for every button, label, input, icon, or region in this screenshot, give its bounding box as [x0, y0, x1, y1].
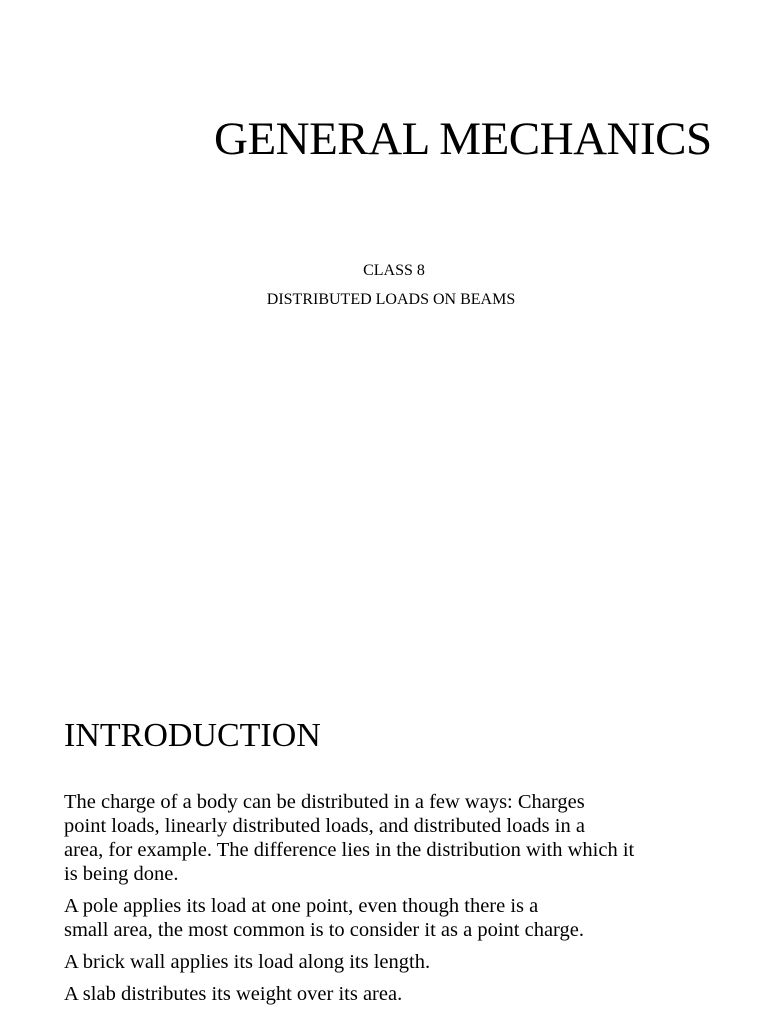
- intro-paragraph-1-line: point loads, linearly distributed loads, and distributed loads in a: [64, 815, 585, 837]
- intro-paragraph-3: [64, 950, 430, 974]
- section-heading-introduction: INTRODUCTION: [64, 717, 321, 754]
- page-title: GENERAL MECHANICS: [214, 113, 712, 165]
- intro-paragraph-2-line: A pole applies its load at one point, even though there is a: [64, 895, 539, 917]
- intro-paragraph-4-line: A slab distributes its weight over its area.: [64, 983, 403, 1005]
- intro-paragraph-1-line: area, for example. The difference lies in the distribution with which it: [64, 839, 635, 861]
- intro-paragraph-4: [64, 982, 402, 1006]
- intro-paragraph-1: [64, 790, 634, 886]
- intro-paragraph-2: [64, 894, 584, 942]
- intro-paragraph-2-line: small area, the most common is to consider it as a point charge.: [64, 919, 584, 941]
- intro-paragraph-1-line: The charge of a body can be distributed in a few ways: Charges: [64, 791, 585, 813]
- intro-paragraph-1-line: is being done.: [64, 863, 179, 885]
- intro-paragraph-3-line: A brick wall applies its load along its length.: [64, 951, 431, 973]
- class-label: CLASS 8: [363, 262, 425, 279]
- class-subtitle: DISTRIBUTED LOADS ON BEAMS: [266, 291, 516, 308]
